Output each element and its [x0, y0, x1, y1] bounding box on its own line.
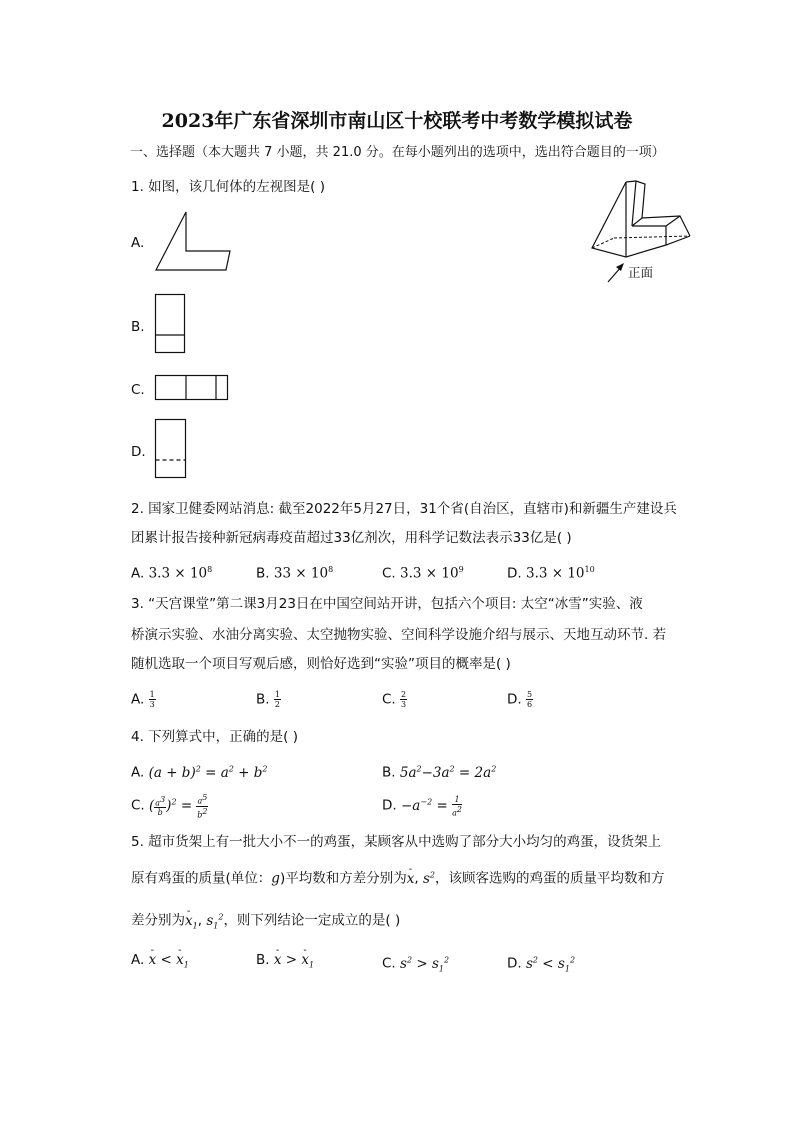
- q1-option-a-label: A.: [131, 235, 145, 251]
- q3-option-a: A. $\frac{1}{3}$: [131, 690, 155, 709]
- q5-option-a: A. - x < - $x_1$: [131, 951, 189, 975]
- q4-option-a: A. $(a + b)^2 = a^2 + b^2$: [131, 764, 268, 781]
- question-3-line-2: 桥演示实验、水油分离实验、太空抛物实验、空间科学设施介绍与展示、天地互动环节. 若: [131, 627, 667, 643]
- q5-option-d: D. $s^2 < s_1^2$: [507, 955, 576, 974]
- q1-option-c-shape: [154, 374, 230, 402]
- question-3-line-3: 随机选取一个项目写观后感，则恰好选到“实验”项目的概率是( ): [131, 656, 511, 672]
- question-2-line-1: 2. 国家卫健委网站消息: 截至2022年5月27日，31个省(自治区，直辖市)和新疆生产建设兵: [131, 501, 677, 517]
- section-heading: 一、选择题（本大题共 7 小题，共 21.0 分。在每小题列出的选项中，选出符合题目的一项）: [130, 145, 665, 160]
- q2-option-d: D. $3.3 \times 10^{10}$: [507, 565, 595, 582]
- q3-option-d: D. $\frac{5}{6}$: [507, 690, 533, 709]
- q1-option-c-label: C.: [131, 382, 145, 398]
- q1-option-b-label: B.: [131, 319, 145, 335]
- q2-option-b: B. $33 \times 10^8$: [256, 565, 334, 582]
- q3-option-b: B. $\frac{1}{2}$: [256, 690, 280, 709]
- question-3-line-1: 3. “天宫课堂”第二课3月23日在中国空间站开讲，包括六个项目: 太空“冰雪”实验、液: [131, 596, 643, 612]
- q1-option-d-label: D.: [131, 444, 146, 460]
- question-5-line-2: 原有鸡蛋的质量(单位：g)平均数和方差分别为- x, $s^2$，该顾客选购的鸡蛋的质量平均数和方: [131, 866, 664, 888]
- q2-option-c: C. $3.3 \times 10^9$: [382, 565, 464, 582]
- q4-option-d: D. $-a^{-2}$ = $\frac{1}{a^2}$: [382, 794, 462, 818]
- q1-option-b-shape: [154, 293, 188, 355]
- q1-option-d-shape: [154, 418, 188, 480]
- q5-option-c: C. $s^2 > s_1^2$: [382, 955, 450, 974]
- front-view-label: 正面: [628, 265, 654, 280]
- question-5-line-3: 差分别为- $x_1$, $s_1^2$，则下列结论一定成立的是( ): [131, 908, 400, 935]
- q3-option-c: C. $\frac{2}{3}$: [382, 690, 407, 709]
- q1-option-a-shape: [154, 210, 234, 272]
- question-5-line-1: 5. 超市货架上有一批大小不一的鸡蛋，某顾客从中选购了部分大小均匀的鸡蛋，设货架上: [131, 834, 662, 850]
- q4-option-b: B. $5a^2-3a^2 = 2a^2$: [382, 764, 497, 781]
- q4-option-c: C. ( $\frac{a^3}{b}$ )$^2$ = $\frac{a^5}{b^2}$: [131, 793, 208, 820]
- page-title: 2023年广东省深圳市南山区十校联考中考数学模拟试卷: [161, 110, 633, 132]
- q2-option-a: A. $3.3 \times 10^8$: [131, 565, 213, 582]
- question-1-stem: 1. 如图，该几何体的左视图是( ): [131, 179, 325, 195]
- q5-option-b: B. - x > - $x_1$: [256, 951, 314, 975]
- question-4-stem: 4. 下列算式中，正确的是( ): [131, 729, 298, 745]
- question-2-line-2: 团累计报告接种新冠病毒疫苗超过33亿剂次，用科学记数法表示33亿是( ): [131, 530, 572, 546]
